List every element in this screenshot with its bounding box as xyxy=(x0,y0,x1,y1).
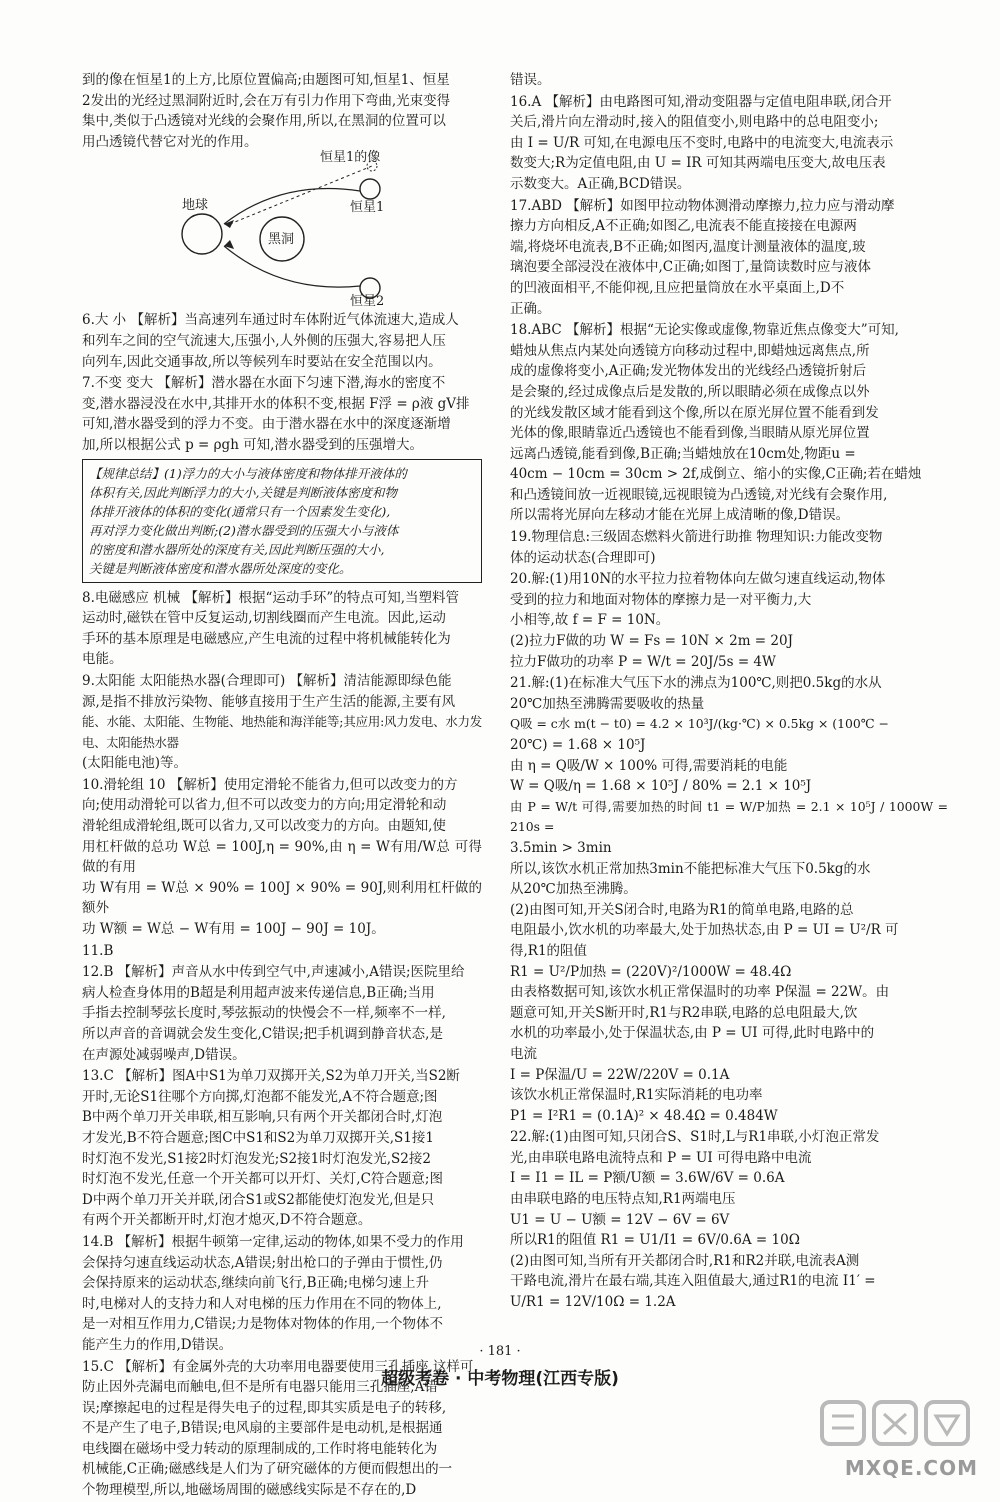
answer-21 xyxy=(510,673,948,1126)
text-line: 7.不变 变大 【解析】潜水器在水面下匀速下潜,海水的密度不 xyxy=(82,375,446,392)
text-line: 到的像在恒星1的上方,比原位置偏高;由题图可知,恒星1、恒星 xyxy=(82,72,450,88)
text-line: 示数变大。A正确,BCD错误。 xyxy=(510,175,691,192)
text-line: 20℃) = 1.68 × 10⁵J xyxy=(510,737,646,753)
text-line: 集中,类似于凸透镜对光线的会聚作用,所以,在黑洞的位置可以 xyxy=(82,113,446,130)
text-line: 的光线发散区域才能看到这个像,所以在原光屏位置不能看到发 xyxy=(510,404,879,421)
text-line: 光,由串联电路电流特点和 P = UI 可得电路中电流 xyxy=(510,1149,812,1166)
text-line: (2)拉力F做的功 W = Fs = 10N × 2m = 20J xyxy=(510,633,793,650)
text-line: R1 = U²/P加热 = (220V)²/1000W = 48.4Ω xyxy=(510,963,792,980)
text-line: 端,将烧坏电流表,B不正确;如图丙,温度计测量液体的温度,玻 xyxy=(510,238,866,255)
label-star2: 恒星2 xyxy=(350,294,385,310)
text-line: 8.电磁感应 机械 【解析】根据“运动手环”的特点可知,当塑料管 xyxy=(82,589,460,606)
text-line: 11.B xyxy=(82,942,114,959)
text-line: 所以需将光屏向左移动才能在光屏上成清晰的像,D错误。 xyxy=(510,507,850,524)
text-line: Q吸 = c水 m(t − t0) = 4.2 × 10³J/(kg·℃) × 0.5kg × (100℃ − xyxy=(510,716,889,732)
light-path-2 xyxy=(224,246,360,287)
rule-summary-box xyxy=(82,459,482,583)
answer-7 xyxy=(82,373,482,455)
text-line: I = I1 = IL = P额/U额 = 3.6W/6V = 0.6A xyxy=(510,1170,785,1187)
text-line: 正确。 xyxy=(510,300,551,317)
text-line: 用杠杆做的总功 W总 = 100J,η = 90%,由 η = W有用/W总 可得做的有用 xyxy=(82,838,482,876)
answer-16 xyxy=(510,92,948,195)
earth-circle xyxy=(182,214,222,254)
text-line: 【规律总结】(1)浮力的大小与液体密度和物体排开液体的 xyxy=(89,465,407,481)
text-line: 手指去控制琴弦长度时,琴弦振动的快慢会不一样,频率不一样, xyxy=(82,1005,446,1022)
text-line: 时灯泡不发光,S1接2时灯泡发光;S2接1时灯泡发光,S2接2 xyxy=(82,1150,431,1167)
label-star1: 恒星1 xyxy=(350,200,385,216)
text-line: 16.A 【解析】由电路图可知,滑动变阻器与定值电阻串联,闭合开 xyxy=(510,93,892,110)
text-line: W = Q吸/η = 1.68 × 10⁵J / 80% = 2.1 × 10⁵J xyxy=(510,778,812,795)
answer-9 xyxy=(82,671,482,774)
text-line: 蜡烛从焦点内某处向透镜方向移动过程中,即蜡烛远离焦点,所 xyxy=(510,342,870,359)
star1-circle xyxy=(360,179,380,199)
text-line: 10.滑轮组 10 【解析】使用定滑轮不能省力,但可以改变力的方 xyxy=(82,776,458,793)
text-line: 由 I = U/R 可知,在电源电压不变时,电路中的电流变大,电流表示 xyxy=(510,134,894,151)
text-line: 关键是判断液体密度和潜水器所处深度的变化。 xyxy=(89,560,352,576)
book-title: 超级考卷 · 中考物理(江西专版) xyxy=(381,1369,619,1389)
text-line: 是会聚的,经过成像点后是发散的,所以眼睛必须在成像点以外 xyxy=(510,383,870,400)
text-line: 电流 xyxy=(510,1045,537,1062)
text-line: 20℃加热至沸腾需要吸收的热量 xyxy=(510,695,705,712)
text-line: 能产生力的作用,D错误。 xyxy=(82,1336,233,1353)
answer-17 xyxy=(510,196,948,320)
text-line: 和凸透镜间放一近视眼镜,远视眼镜为凸透镜,对光线有会聚作用, xyxy=(510,486,888,503)
right-column xyxy=(510,70,948,1314)
text-line: 的凹液面相平,不能仰视,且应把量筒放在水平桌面上,D不 xyxy=(510,279,845,296)
text-line: 题意可知,开关S断开时,R1与R2串联,电路的总电阻最大,饮 xyxy=(510,1004,858,1021)
label-star1-image: 恒星1的像 xyxy=(320,150,381,166)
text-line: 数变大;R为定值电阻,由 U = IR 可知其两端电压变大,故电压表 xyxy=(510,155,886,172)
text-line: 由 P = W/t 可得,需要加热的时间 t1 = W/P加热 = 2.1 × 10⁵J / 1000W = 210s = xyxy=(510,798,948,835)
text-line: 源,是指不排放污染物、能够直接用于生产生活的能源,主要有风 xyxy=(82,693,456,710)
text-line: 擦力方向相反,A不正确;如图乙,电流表不能直接接在电源两 xyxy=(510,218,857,235)
text-line: 再对浮力变化做出判断;(2)潜水器受到的压强大小与液体 xyxy=(89,522,399,538)
text-line: 15.C 【解析】有金属外壳的大功率用电器要使用三孔插座,这样可 xyxy=(82,1358,474,1375)
text-line: 6.大 小 【解析】当高速列车通过时车体附近气体流速大,造成人 xyxy=(82,312,459,329)
label-earth: 地球 xyxy=(182,198,209,214)
text-line: 小相等,故 f = F = 10N。 xyxy=(510,612,670,629)
text-line: 从20℃加热至沸腾。 xyxy=(510,881,637,898)
text-line: 12.B 【解析】声音从水中传到空气中,声速减小,A错误;医院里给 xyxy=(82,964,465,981)
text-line: 向;使用动滑轮可以省力,但不可以改变力的方向;用定滑轮和动 xyxy=(82,797,447,814)
text-line: 40cm − 10cm = 30cm > 2f,成倒立、缩小的实像,C正确;若在蜡烛 xyxy=(510,466,922,483)
text-line: 用凸透镜代替它对光的作用。 xyxy=(82,133,258,150)
text-line: 机械能,C正确;磁感线是人们为了研究磁体的方便而假想出的一 xyxy=(82,1461,453,1478)
text-line: 会保持匀速直线运动状态,A错误;射出枪口的子弹由于惯性,仍 xyxy=(82,1254,443,1271)
text-line: 防止因外壳漏电而触电,但不是所有电器只能用三孔插座,A错 xyxy=(82,1379,438,1396)
text-line: 电阻最小,饮水机的功率最大,处于加热状态,由 P = UI = U²/R 可 xyxy=(510,922,899,939)
text-line: 个物理模型,所以,地磁场周围的磁感线实际是不存在的,D xyxy=(82,1482,417,1499)
text-line: D中两个单刀开关并联,闭合S1或S2都能使灯泡发光,但是只 xyxy=(82,1191,435,1208)
text-line: U/R1 = 12V/10Ω = 1.2A xyxy=(510,1294,676,1311)
black-hole-diagram xyxy=(82,150,482,310)
text-line: 向列车,因此交通事故,所以等候列车时要站在安全范围以内。 xyxy=(82,353,442,370)
answer-6 xyxy=(82,310,482,372)
text-line: 体的运动状态(合理即可) xyxy=(510,549,656,566)
text-line: 变,潜水器浸没在水中,其排开水的体积不变,根据 F浮 = ρ液 gV排 xyxy=(82,395,470,412)
text-line: 14.B 【解析】根据牛顿第一定律,运动的物体,如果不受力的作用 xyxy=(82,1233,464,1250)
text-line: 22.解:(1)由图可知,只闭合S、S1时,L与R1串联,小灯泡正常发 xyxy=(510,1129,880,1146)
text-line: P1 = I²R1 = (0.1A)² × 48.4Ω = 0.484W xyxy=(510,1107,778,1124)
text-line: 3.5min > 3min xyxy=(510,839,612,856)
text-line: 手环的基本原理是电磁感应,产生电流的过程中将机械能转化为 xyxy=(82,630,451,647)
answer-20 xyxy=(510,569,948,672)
answer-14 xyxy=(82,1232,482,1356)
watermark-text: MXQE.COM xyxy=(844,1456,978,1480)
text-line: 有两个开关都断开时,灯泡才熄灭,D不符合题意。 xyxy=(82,1212,372,1229)
text-line: 13.C 【解析】图A中S1为单刀双掷开关,S2为单刀开关,当S2断 xyxy=(82,1068,460,1085)
answer-19 xyxy=(510,527,948,568)
text-line: 关后,滑片向左滑动时,接入的阻值变小,则电路中的总电阻变小; xyxy=(510,114,879,131)
text-line: 17.ABD 【解析】如图甲拉动物体测滑动摩擦力,拉力应与滑动摩 xyxy=(510,197,895,214)
page-number: · 181 · xyxy=(479,1344,521,1359)
text-line: B中两个单刀开关串联,相互影响,只有两个开关都闭合时,灯泡 xyxy=(82,1109,443,1126)
text-line: 时,电梯对人的支持力和人对电梯的压力作用在不同的物体上, xyxy=(82,1295,442,1312)
answer-13 xyxy=(82,1066,482,1231)
text-line: 功 W有用 = W总 × 90% = 100J × 90% = 90J,则利用杠杆做的额外 xyxy=(82,879,482,917)
text-line: 21.解:(1)在标准大气压下水的沸点为100℃,则把0.5kg的水从 xyxy=(510,675,882,692)
text-line: 拉力F做功的功率 P = W/t = 20J/5s = 4W xyxy=(510,653,776,670)
text-line: 水机的功率最小,处于保温状态,由 P = UI 可得,此时电路中的 xyxy=(510,1025,875,1042)
text-line: 受到的拉力和地面对物体的摩擦力是一对平衡力,大 xyxy=(510,591,812,608)
text-line: 可知,潜水器受到的浮力不变。由于潜水器在水中的深度逐渐增 xyxy=(82,416,451,433)
text-line: 所以声音的音调就会发生变化,C错误;把手机调到静音状态,是 xyxy=(82,1026,443,1042)
text-line: (2)由图可知,开关S闭合时,电路为R1的简单电路,电路的总 xyxy=(510,901,854,918)
answer-10 xyxy=(82,775,482,940)
label-black-hole: 黑洞 xyxy=(268,232,295,248)
text-line: 远离凸透镜,能看到像,B正确;当蜡烛放在10cm处,物距u = xyxy=(510,445,856,462)
text-line: 错误。 xyxy=(510,72,551,88)
text-line: 时灯泡不发光,任意一个开关都可以开灯、关灯,C符合题意;图 xyxy=(82,1171,443,1188)
answer-22 xyxy=(510,1127,948,1312)
answer-12 xyxy=(82,962,482,1065)
text-line: 电能。 xyxy=(82,651,123,668)
text-line: U1 = U − U额 = 12V − 6V = 6V xyxy=(510,1211,730,1228)
text-line: 病人检查身体用的B超是利用超声波来传递信息,B正确;当用 xyxy=(82,984,435,1001)
text-line: 光体的像,眼睛靠近凸透镜也不能看到像,当眼睛从原光屏位置 xyxy=(510,425,870,442)
text-line: 璃泡要全部浸没在液体中,C正确;如图丁,量筒读数时应与液体 xyxy=(510,259,871,276)
text-line: 电线圈在磁场中受力转动的原理制成的,工作时将电能转化为 xyxy=(82,1440,438,1457)
text-line: 才发光,B不符合题意;图C中S1和S2为单刀双掷开关,S1接1 xyxy=(82,1129,434,1146)
text-line: 由 η = Q吸/W × 100% 可得,需要消耗的电能 xyxy=(510,757,788,774)
text-line: 运动时,磁铁在管中反复运动,切割线圈而产生电流。因此,运动 xyxy=(82,610,446,627)
answer-18 xyxy=(510,320,948,526)
text-line: 2发出的光经过黑洞附近时,会在万有引力作用下弯曲,光束变得 xyxy=(82,92,451,109)
text-line: 体排开液体的体积的变化(通常只有一个因素发生变化), xyxy=(89,503,391,519)
text-line: 得,R1的阻值 xyxy=(510,942,588,959)
text-line: 是一对相互作用力,C错误;力是物体对物体的作用,一个物体不 xyxy=(82,1316,443,1333)
text-line: 在声源处减弱噪声,D错误。 xyxy=(82,1046,246,1063)
text-line: 加,所以根据公式 p = ρgh 可知,潜水器受到的压强增大。 xyxy=(82,436,423,453)
text-line: 9.太阳能 太阳能热水器(合理即可) 【解析】清洁能源即绿色能 xyxy=(82,672,452,689)
text-line: 该饮水机正常保温时,R1实际消耗的电功率 xyxy=(510,1087,763,1104)
left-column xyxy=(82,70,482,1502)
text-line: 干路电流,滑片在最右端,其连入阻值最大,通过R1的电流 I1′ = xyxy=(510,1273,876,1290)
text-line: 功 W额 = W总 − W有用 = 100J − 90J = 10J。 xyxy=(82,921,385,938)
text-line: (2)由图可知,当所有开关都闭合时,R1和R2并联,电流表A测 xyxy=(510,1252,860,1269)
text-line: 不是产生了电子,B错误;电风扇的主要部件是电动机,是根据通 xyxy=(82,1420,443,1437)
text-line: 成的虚像将变小,A正确;发光物体发出的光线经凸透镜折射后 xyxy=(510,363,867,380)
text-line: 18.ABC 【解析】根据“无论实像或虚像,物靠近焦点像变大”可知, xyxy=(510,322,899,339)
text-line: 由表格数据可知,该饮水机正常保温时的功率 P保温 = 22W。由 xyxy=(510,984,890,1001)
text-line: 会保持原来的运动状态,继续向前飞行,B正确;电梯匀速上升 xyxy=(82,1275,430,1292)
text-line: 19.物理信息:三级固态燃料火箭进行助推 物理知识:力能改变物 xyxy=(510,529,883,546)
text-line: 所以,该饮水机正常加热3min不能把标准大气压下0.5kg的水 xyxy=(510,860,871,877)
answer-8 xyxy=(82,588,482,670)
text-line: 的密度和潜水器所处的深度有关,因此判断压强的大小, xyxy=(89,541,385,557)
arrow-1 xyxy=(224,220,234,228)
text-line: 体积有关,因此判断浮力的大小,关键是判断液体密度和物 xyxy=(89,484,397,500)
answer-11 xyxy=(82,941,482,962)
text-line: I = P保温/U = 22W/220V = 0.1A xyxy=(510,1066,730,1083)
text-line: 和列车之间的空气流速大,压强小,人外侧的压强大,容易把人压 xyxy=(82,332,446,349)
text-line: 20.解:(1)用10N的水平拉力拉着物体向左做匀速直线运动,物体 xyxy=(510,571,886,588)
text-line: (太阳能电池)等。 xyxy=(82,755,188,772)
text-line: 能、水能、太阳能、生物能、地热能和海洋能等;其应用:风力发电、水力发电、太阳能热水器 xyxy=(82,714,482,750)
text-line: 由串联电路的电压特点知,R1两端电压 xyxy=(510,1191,736,1208)
answer-15-continued xyxy=(510,70,948,91)
answer-intro-continued xyxy=(82,70,482,152)
text-line: 开时,无论S1往哪个方向掷,灯泡都不能发光,A不符合题意;图 xyxy=(82,1088,438,1105)
text-line: 所以R1的阻值 R1 = U1/I1 = 6V/0.6A = 10Ω xyxy=(510,1232,800,1249)
text-line: 误;摩擦起电的过程是得失电子的过程,即其实质是电子的转移, xyxy=(82,1399,447,1416)
text-line: 滑轮组成滑轮组,既可以省力,又可以改变力的方向。由题知,使 xyxy=(82,818,446,835)
